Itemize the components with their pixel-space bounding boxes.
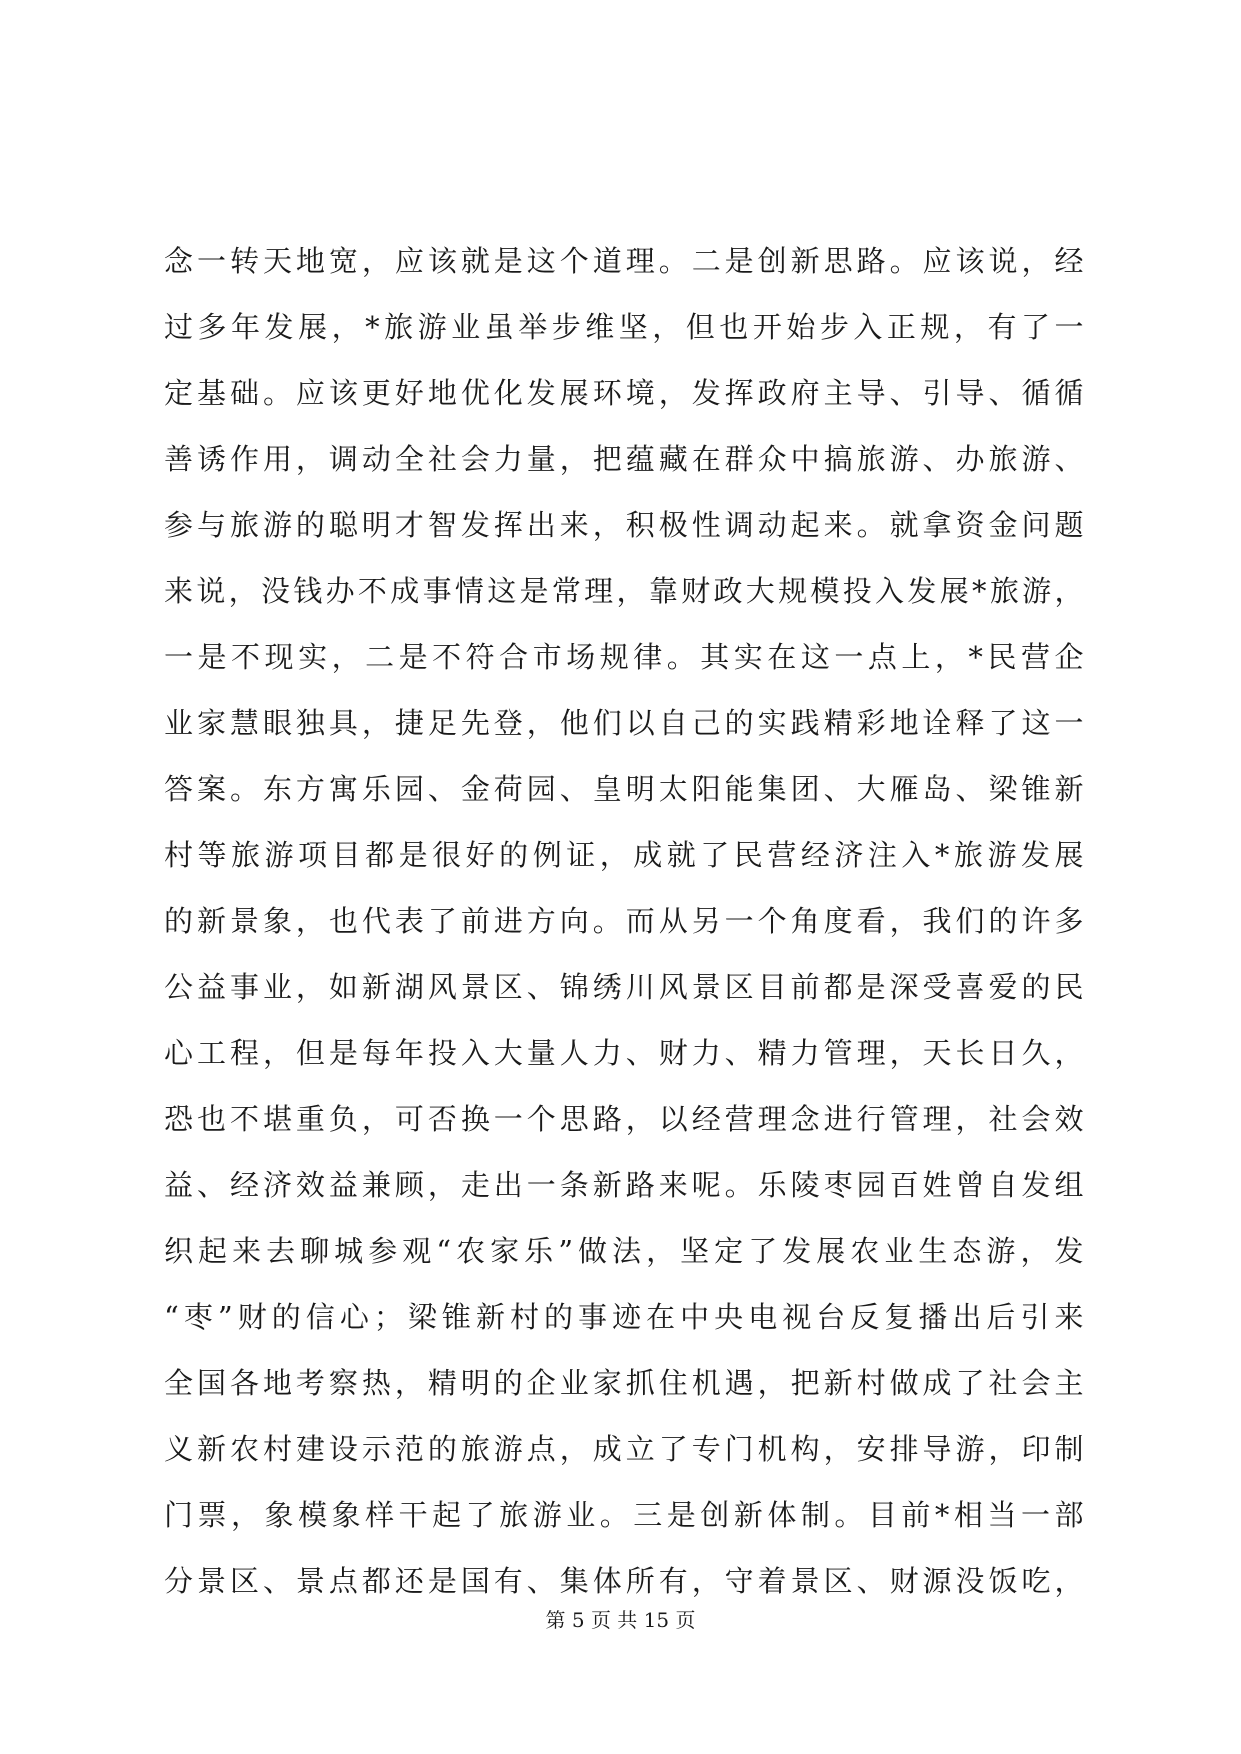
text-line: 过多年发展，*旅游业虽举步维坚，但也开始步入正规，有了一 — [164, 310, 1084, 344]
text-line: 全国各地考察热，精明的企业家抓住机遇，把新村做成了社会主 — [164, 1366, 1084, 1400]
text-line: 恐也不堪重负，可否换一个思路，以经营理念进行管理，社会效 — [164, 1102, 1084, 1136]
text-line: 参与旅游的聪明才智发挥出来，积极性调动起来。就拿资金问题 — [164, 508, 1084, 542]
text-line: 分景区、景点都还是国有、集体所有，守着景区、财源没饭吃， — [164, 1564, 1084, 1598]
text-line: 门票，象模象样干起了旅游业。三是创新体制。目前*相当一部 — [164, 1498, 1084, 1532]
text-line: 定基础。应该更好地优化发展环境，发挥政府主导、引导、循循 — [164, 376, 1084, 410]
text-line: 公益事业，如新湖风景区、锦绣川风景区目前都是深受喜爱的民 — [164, 970, 1084, 1004]
text-line: 一是不现实，二是不符合市场规律。其实在这一点上，*民营企 — [164, 640, 1084, 674]
text-line: “枣”财的信心；梁锥新村的事迹在中央电视台反复播出后引来 — [164, 1300, 1084, 1334]
page-footer: 第 5 页 共 15 页 — [545, 1608, 696, 1632]
text-line: 答案。东方寓乐园、金荷园、皇明太阳能集团、大雁岛、梁锥新 — [164, 772, 1084, 806]
text-line: 念一转天地宽，应该就是这个道理。二是创新思路。应该说，经 — [164, 244, 1084, 278]
text-line: 业家慧眼独具，捷足先登，他们以自己的实践精彩地诠释了这一 — [164, 706, 1084, 740]
body-text — [164, 228, 1084, 1614]
text-line: 织起来去聊城参观“农家乐”做法，坚定了发展农业生态游，发 — [164, 1234, 1084, 1268]
text-line: 的新景象，也代表了前进方向。而从另一个角度看，我们的许多 — [164, 904, 1084, 938]
text-line: 心工程，但是每年投入大量人力、财力、精力管理，天长日久， — [164, 1036, 1084, 1070]
text-line: 益、经济效益兼顾，走出一条新路来呢。乐陵枣园百姓曾自发组 — [164, 1168, 1084, 1202]
text-line: 义新农村建设示范的旅游点，成立了专门机构，安排导游，印制 — [164, 1432, 1084, 1466]
text-line: 村等旅游项目都是很好的例证，成就了民营经济注入*旅游发展 — [164, 838, 1084, 872]
text-line: 来说，没钱办不成事情这是常理，靠财政大规模投入发展*旅游， — [164, 574, 1084, 608]
text-line: 善诱作用，调动全社会力量，把蕴藏在群众中搞旅游、办旅游、 — [164, 442, 1084, 476]
